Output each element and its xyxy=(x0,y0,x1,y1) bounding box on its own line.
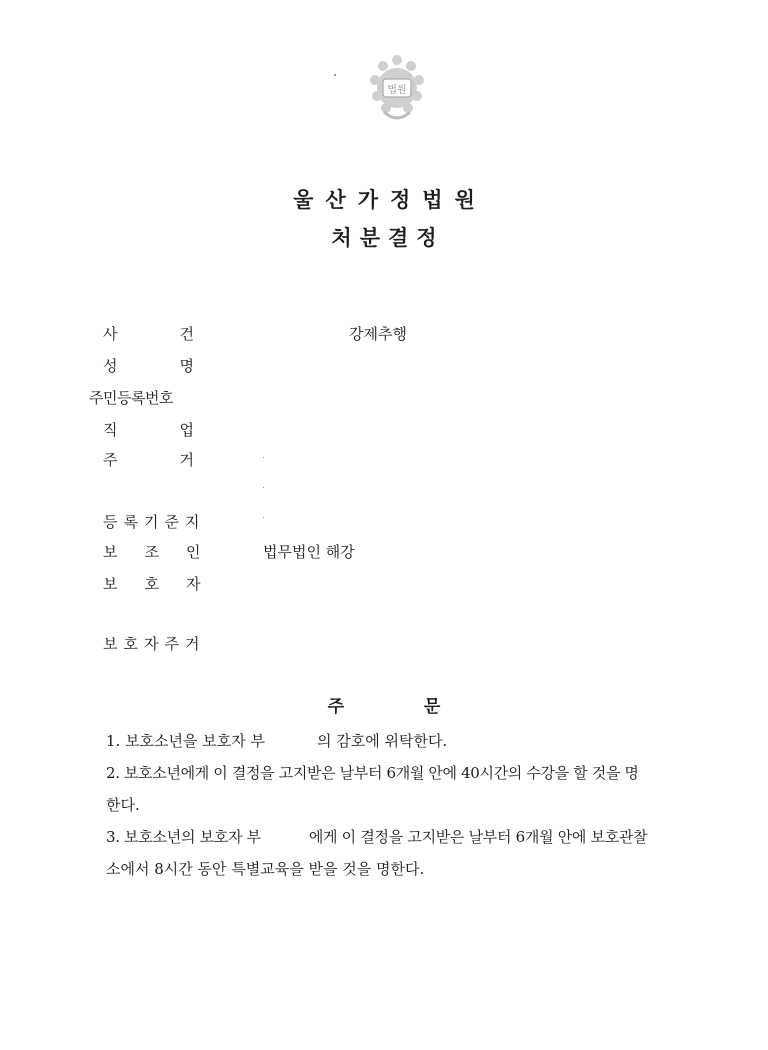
registry-label-text: 등록기준지 xyxy=(103,513,206,531)
emblem-text: 법원 xyxy=(387,85,407,96)
order-heading xyxy=(0,692,768,717)
court-emblem-icon xyxy=(366,52,428,124)
order-line-3 xyxy=(106,827,647,847)
order-line-3-part-a: 3. 보호소년의 보호자 부 xyxy=(106,828,261,846)
order-line-3-part-b: 에게 이 결정을 고지받은 날부터 6개월 안에 보호관찰 xyxy=(308,828,648,846)
order-heading-right: 문 xyxy=(423,697,441,717)
guardian-address-label-text: 보호자주거 xyxy=(103,635,206,653)
address-label xyxy=(103,450,256,470)
order-heading-left: 주 xyxy=(327,697,345,717)
assistant-label-text: 보조인 xyxy=(103,543,228,561)
stray-mark xyxy=(263,517,264,518)
name-label xyxy=(103,356,256,376)
resident-no-label xyxy=(89,388,207,408)
stray-mark xyxy=(334,74,336,76)
case-label-text: 사건 xyxy=(103,325,256,343)
order-line-2-continued: 한다. xyxy=(106,796,140,814)
guardian-address-label xyxy=(103,634,207,654)
job-label xyxy=(103,420,256,440)
order-line-1-part-b: 의 감호에 위탁한다. xyxy=(317,732,448,750)
case-label xyxy=(103,324,256,344)
stray-mark xyxy=(263,457,264,458)
name-label-text: 성명 xyxy=(103,357,256,375)
address-label-text: 주거 xyxy=(103,451,256,469)
document-title: 처분결정 xyxy=(331,225,445,250)
guardian-label-text: 보호자 xyxy=(103,575,228,593)
resident-no-label-text: 주민등록번호 xyxy=(89,389,173,407)
guardian-label xyxy=(103,574,228,594)
case-value: 강제추행 xyxy=(349,325,407,343)
court-name: 울산가정법원 xyxy=(293,187,487,212)
order-line-2: 2. 보호소년에게 이 결정을 고지받은 날부터 6개월 안에 40시간의 수강을 할 것을 명 xyxy=(106,764,639,782)
assistant-value: 법무법인 해강 xyxy=(263,543,355,561)
registry-label xyxy=(103,512,207,532)
stray-mark xyxy=(263,487,264,488)
assistant-label xyxy=(103,542,228,562)
job-label-text: 직업 xyxy=(103,421,256,439)
order-line-1 xyxy=(106,731,447,751)
order-line-3-continued: 소에서 8시간 동안 특별교육을 받을 것을 명한다. xyxy=(106,860,425,878)
order-line-1-part-a: 1. 보호소년을 보호자 부 xyxy=(106,732,266,750)
